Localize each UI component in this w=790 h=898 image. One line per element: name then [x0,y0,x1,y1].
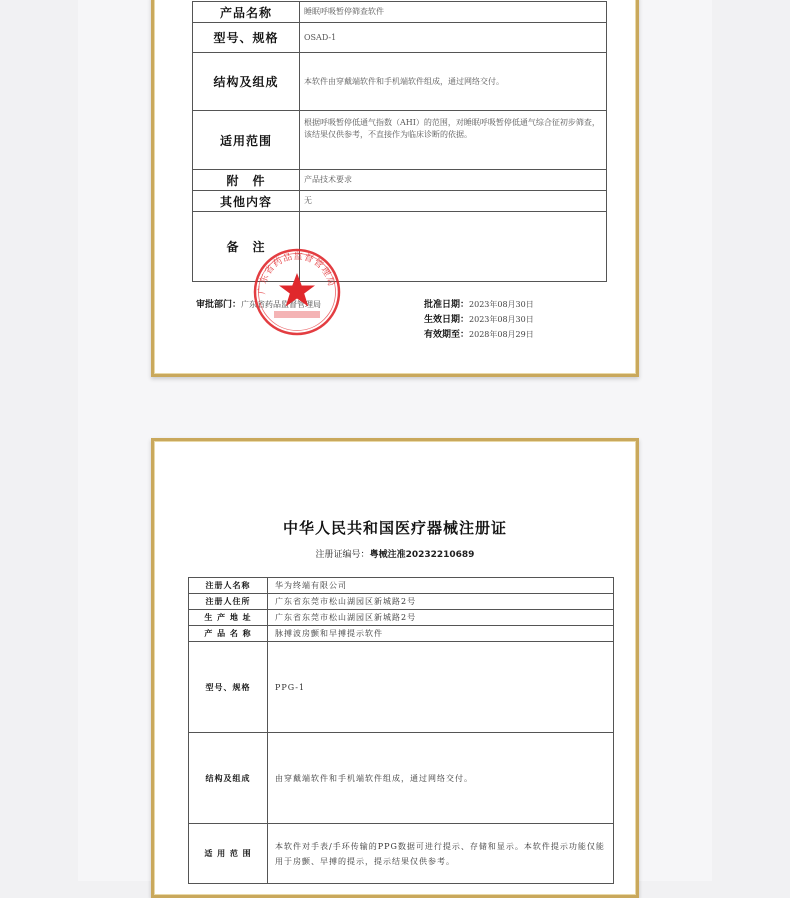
row-value: 本软件对手表/手环传输的PPG数据可进行提示、存储和显示。本软件提示功能仅能用于房颤、早搏的提示，提示结果仅供参考。 [268,824,614,884]
row-value: 由穿戴端软件和手机端软件组成，通过网络交付。 [268,733,614,824]
table-row [193,53,607,111]
approval-date [424,297,534,310]
table-row [189,578,614,594]
row-value: OSAD-1 [300,23,607,53]
certificate-sheet-2 [156,443,634,893]
table-row [189,824,614,884]
registration-number [156,547,634,560]
row-label: 产品名称 [193,2,300,23]
certificate-frame-1 [151,0,639,377]
row-value: 无 [300,191,607,212]
row-value: 根据呼吸暂停低通气指数（AHI）的范围，对睡眠呼吸暂停低通气综合征初步筛查，该结果仅供参考，不直接作为临床诊断的依据。 [300,111,607,170]
table-row [189,594,614,610]
table-row [189,626,614,642]
row-label: 结构及组成 [189,733,268,824]
table-row [189,642,614,733]
row-label: 适用范围 [193,111,300,170]
row-value: 华为终端有限公司 [268,578,614,594]
official-seal-stamp [252,247,342,337]
table-row [193,23,607,53]
date-label: 批准日期： [424,300,470,310]
date-label: 生效日期： [424,315,470,325]
certificate-title: 中华人民共和国医疗器械注册证 [282,519,507,537]
row-label: 附 件 [193,170,300,191]
row-label: 结构及组成 [193,53,300,111]
svg-text:广东省药品监督管理局: 广东省药品监督管理局 [257,251,336,295]
date-value: 2028年08月29日 [469,330,534,339]
expiry-date [424,327,534,340]
row-label: 产 品 名 称 [189,626,268,642]
date-value: 2023年08月30日 [469,300,534,309]
row-value: 广东省东莞市松山湖园区新城路2号 [268,594,614,610]
table-row [193,191,607,212]
registration-label: 注册证编号： [315,550,370,560]
row-label: 注册人住所 [189,594,268,610]
certificate-2-table [188,577,614,884]
row-label: 型号、规格 [189,642,268,733]
row-label: 备 注 [193,212,300,282]
row-label: 适 用 范 围 [189,824,268,884]
certificate-frame-2 [151,438,639,898]
table-row [193,111,607,170]
certificate-1-table [192,1,607,282]
registration-value: 粤械注准20232210689 [369,550,475,560]
row-value: PPG-1 [268,642,614,733]
row-label: 生 产 地 址 [189,610,268,626]
row-label: 其他内容 [193,191,300,212]
row-value: 广东省东莞市松山湖园区新城路2号 [268,610,614,626]
table-row [189,733,614,824]
date-label: 有效期至： [424,330,470,340]
approver-value: 广东省药品监督管理局 [241,300,322,309]
table-row [189,610,614,626]
row-value: 本软件由穿戴端软件和手机端软件组成，通过网络交付。 [300,53,607,111]
row-value: 睡眠呼吸暂停筛查软件 [300,2,607,23]
approver-label: 审批部门： [196,300,242,310]
row-value [300,212,607,282]
row-value: 脉搏波房颤和早搏提示软件 [268,626,614,642]
certificate-sheet-1 [156,1,634,372]
table-row [193,170,607,191]
row-label: 型号、规格 [193,23,300,53]
table-row [193,2,607,23]
effective-date [424,312,534,325]
date-value: 2023年08月30日 [469,315,534,324]
row-label: 注册人名称 [189,578,268,594]
row-value: 产品技术要求 [300,170,607,191]
